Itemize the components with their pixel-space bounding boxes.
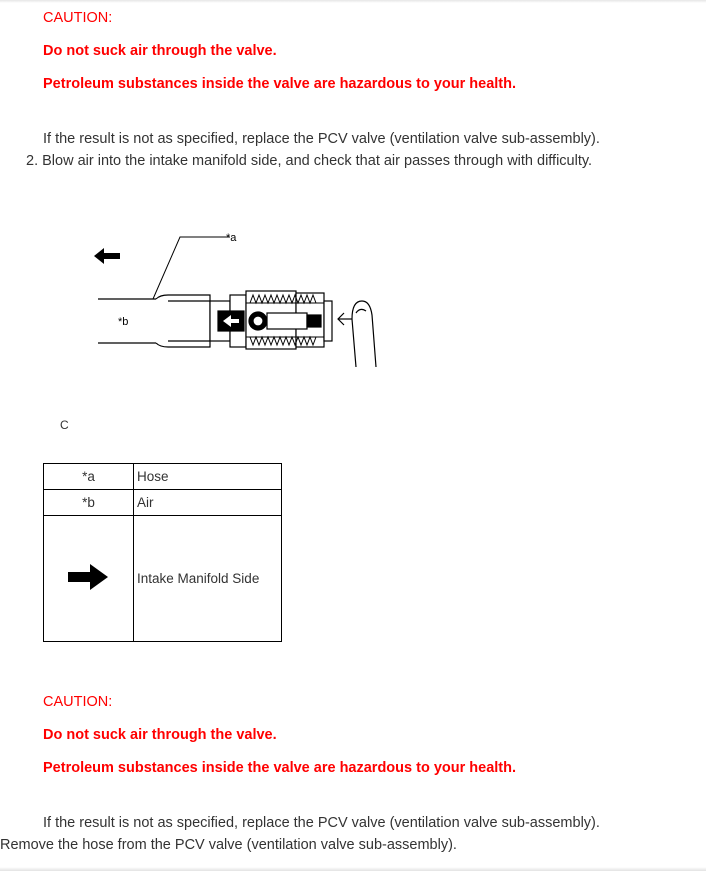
table-row [44, 516, 282, 642]
result-note-1: If the result is not as specified, replace the PCV valve (ventilation valve sub-assembly). [43, 131, 600, 147]
legend-key-b: *b [44, 490, 134, 516]
caution-line-1-top: Do not suck air through the valve. [43, 43, 277, 59]
caution-line-1-bottom: Do not suck air through the valve. [43, 727, 277, 743]
legend-value-hose: Hose [134, 464, 282, 490]
legend-key-arrow [44, 516, 134, 642]
hose-shape [98, 295, 210, 347]
caution-title-top: CAUTION: [43, 10, 113, 26]
figure-label-a: *a [226, 232, 237, 244]
figure-label-b: *b [118, 316, 129, 328]
legend-key-a: *a [44, 464, 134, 490]
legend-value-air: Air [134, 490, 282, 516]
finger-icon [352, 301, 376, 367]
figure-code: C [60, 418, 69, 432]
legend-value-intake: Intake Manifold Side [134, 516, 282, 642]
caution-title-bottom: CAUTION: [43, 694, 113, 710]
bottom-divider [0, 867, 706, 871]
result-note-2: If the result is not as specified, replace the PCV valve (ventilation valve sub-assembly). [43, 815, 600, 831]
air-flow-arrows [338, 313, 352, 325]
top-divider [0, 0, 706, 3]
caution-line-2-bottom: Petroleum substances inside the valve are hazardous to your health. [43, 760, 517, 776]
left-arrow-icon [94, 248, 120, 264]
valve-plunger [218, 311, 321, 331]
legend-table [43, 463, 282, 642]
table-row [44, 464, 282, 490]
caution-line-2-top: Petroleum substances inside the valve are hazardous to your health. [43, 76, 517, 92]
pcv-valve-figure [60, 215, 420, 415]
right-arrow-icon [68, 563, 110, 591]
step-3-instruction: Remove the hose from the PCV valve (ventilation valve sub-assembly). [0, 837, 457, 853]
table-row [44, 490, 282, 516]
step-2-instruction: 2. Blow air into the intake manifold side, and check that air passes through with difficulty. [26, 153, 593, 169]
